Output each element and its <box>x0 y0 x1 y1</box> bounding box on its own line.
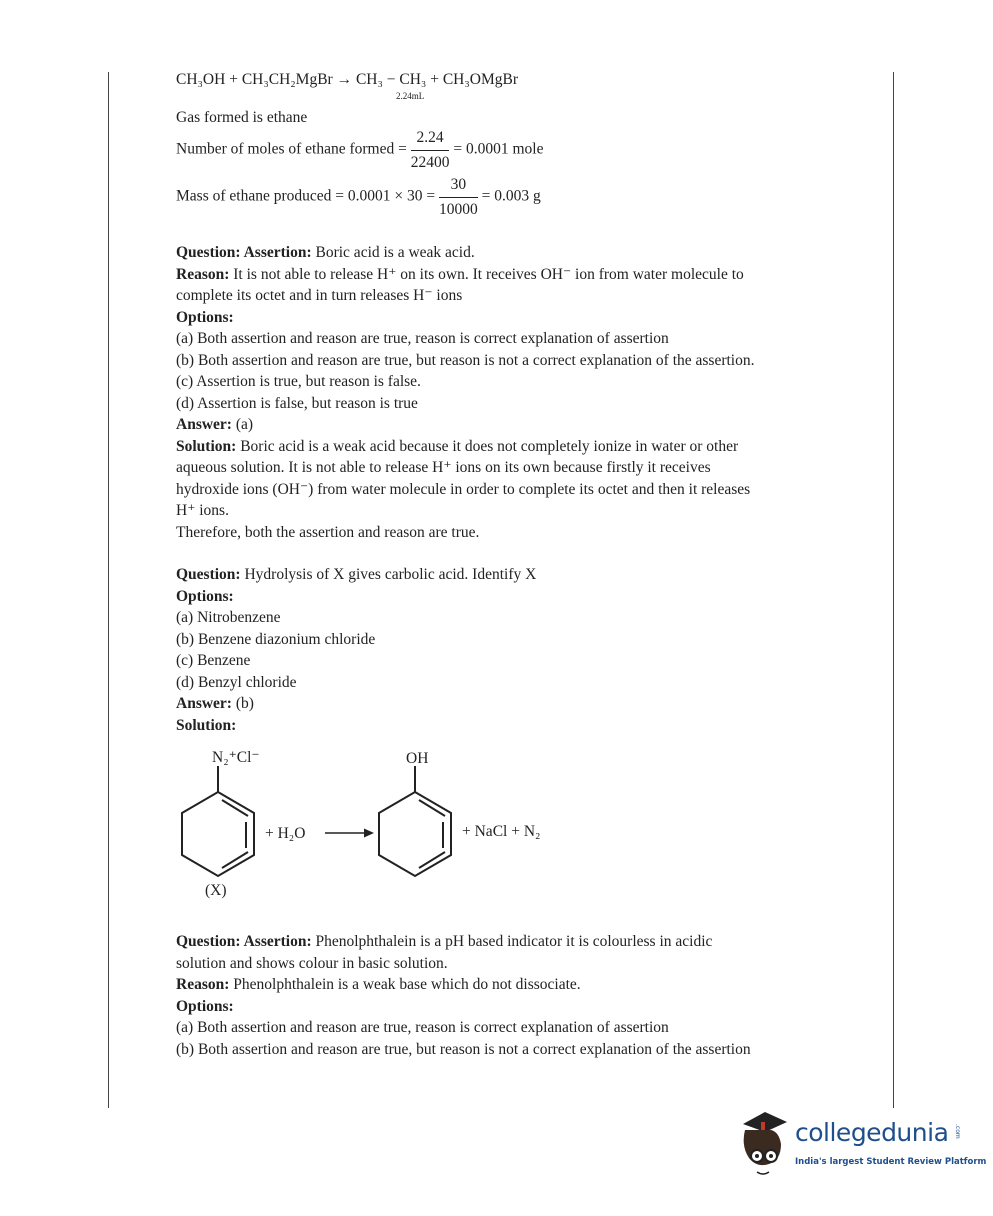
reactant-label: (X) <box>205 882 227 899</box>
q1-answer: Answer: (a) <box>176 416 254 433</box>
moles-denominator: 22400 <box>410 153 450 171</box>
question-2-block <box>176 564 826 736</box>
mass-fraction <box>439 174 478 220</box>
q1-option-c: (c) Assertion is true, but reason is false. <box>176 373 421 390</box>
page-left-border <box>108 72 109 1108</box>
question-3-block <box>176 931 826 1060</box>
q3-options-label: Options: <box>176 997 234 1015</box>
q2-option-b: (b) Benzene diazonium chloride <box>176 630 376 648</box>
hydroxyl-group: OH <box>406 750 429 767</box>
q1-solution-line-2: aqueous solution. It is not able to release H⁺ ions on its own because firstly it receives <box>176 459 711 476</box>
q2-question: Question: Hydrolysis of X gives carbolic acid. Identify X <box>176 566 537 583</box>
mascot-icon <box>735 1110 793 1178</box>
page-right-border <box>893 72 894 1108</box>
reaction-equation: CH₃OH + CH₃CH₂MgBr → CH₃ − CH₃ + CH₃OMgBr <box>176 71 518 88</box>
moles-numerator: 2.24 <box>411 127 450 151</box>
q1-solution-line-5: Therefore, both the assertion and reason are true. <box>176 523 480 541</box>
product-benzene-ring <box>379 766 451 876</box>
q3-option-b: (b) Both assertion and reason are true, but reason is not a correct explanation of the assertion <box>176 1040 751 1058</box>
q1-options-label: Options: <box>176 308 234 326</box>
brand-name: collegedunia <box>795 1118 949 1147</box>
q1-reason-cont: complete its octet and in turn releases H⁻ ions <box>176 287 463 304</box>
q3-option-a: (a) Both assertion and reason are true, reason is correct explanation of assertion <box>176 1019 669 1036</box>
mass-denominator: 10000 <box>438 200 478 218</box>
brand-tagline: India's largest Student Review Platform <box>795 1157 987 1167</box>
brand-dotcom: .com <box>954 1124 961 1139</box>
plus-water: + H₂O <box>265 825 306 842</box>
gas-line: Gas formed is ethane <box>176 109 308 126</box>
reaction-arrow <box>325 829 374 838</box>
q3-reason: Reason: Phenolphthalein is a weak base which do not dissociate. <box>176 976 581 993</box>
q1-option-a: (a) Both assertion and reason are true, reason is correct explanation of assertion <box>176 330 669 347</box>
q2-option-d: (d) Benzyl chloride <box>176 673 297 691</box>
moles-fraction <box>411 127 450 173</box>
byproducts: + NaCl + N₂ <box>462 823 541 840</box>
q1-solution: Solution: Boric acid is a weak acid because it does not completely ionize in water or other <box>176 437 739 455</box>
q2-option-a: (a) Nitrobenzene <box>176 609 281 626</box>
q2-answer: Answer: (b) <box>176 695 254 712</box>
q1-option-d: (d) Assertion is false, but reason is true <box>176 394 418 412</box>
collegedunia-logo[interactable] <box>735 1110 987 1190</box>
moles-label: Number of moles of ethane formed = <box>176 140 407 158</box>
reaction-under-label: 2.24mL <box>396 91 425 101</box>
q1-reason: Reason: It is not able to release H⁺ on its own. It receives OH⁻ ion from water molecule to <box>176 265 744 283</box>
q1-assertion: Question: Assertion: Boric acid is a weak acid. <box>176 244 475 261</box>
q2-option-c: (c) Benzene <box>176 652 251 669</box>
q2-options-label: Options: <box>176 587 234 605</box>
q1-solution-line-3: hydroxide ions (OH⁻) from water molecule in order to complete its octet and then it releases <box>176 480 751 498</box>
mass-label: Mass of ethane produced = 0.0001 × 30 = <box>176 187 436 205</box>
q3-assertion: Question: Assertion: Phenolphthalein is a pH based indicator it is colourless in acidic <box>176 933 713 950</box>
q1-solution-line-4: H⁺ ions. <box>176 502 229 519</box>
reactant-benzene-ring <box>182 766 254 876</box>
reaction-diagram <box>170 738 610 902</box>
q1-option-b: (b) Both assertion and reason are true, but reason is not a correct explanation of the assertion. <box>176 351 755 369</box>
moles-result: = 0.0001 mole <box>453 140 544 158</box>
q3-assertion-cont: solution and shows colour in basic solution. <box>176 954 448 972</box>
moles-line <box>176 127 543 173</box>
mass-result: = 0.003 g <box>481 187 541 205</box>
question-1-block <box>176 242 826 543</box>
diazonium-group: N₂⁺Cl⁻ <box>212 749 260 766</box>
mass-line <box>176 174 541 220</box>
mass-numerator: 30 <box>439 174 478 198</box>
q2-solution-label: Solution: <box>176 716 237 734</box>
